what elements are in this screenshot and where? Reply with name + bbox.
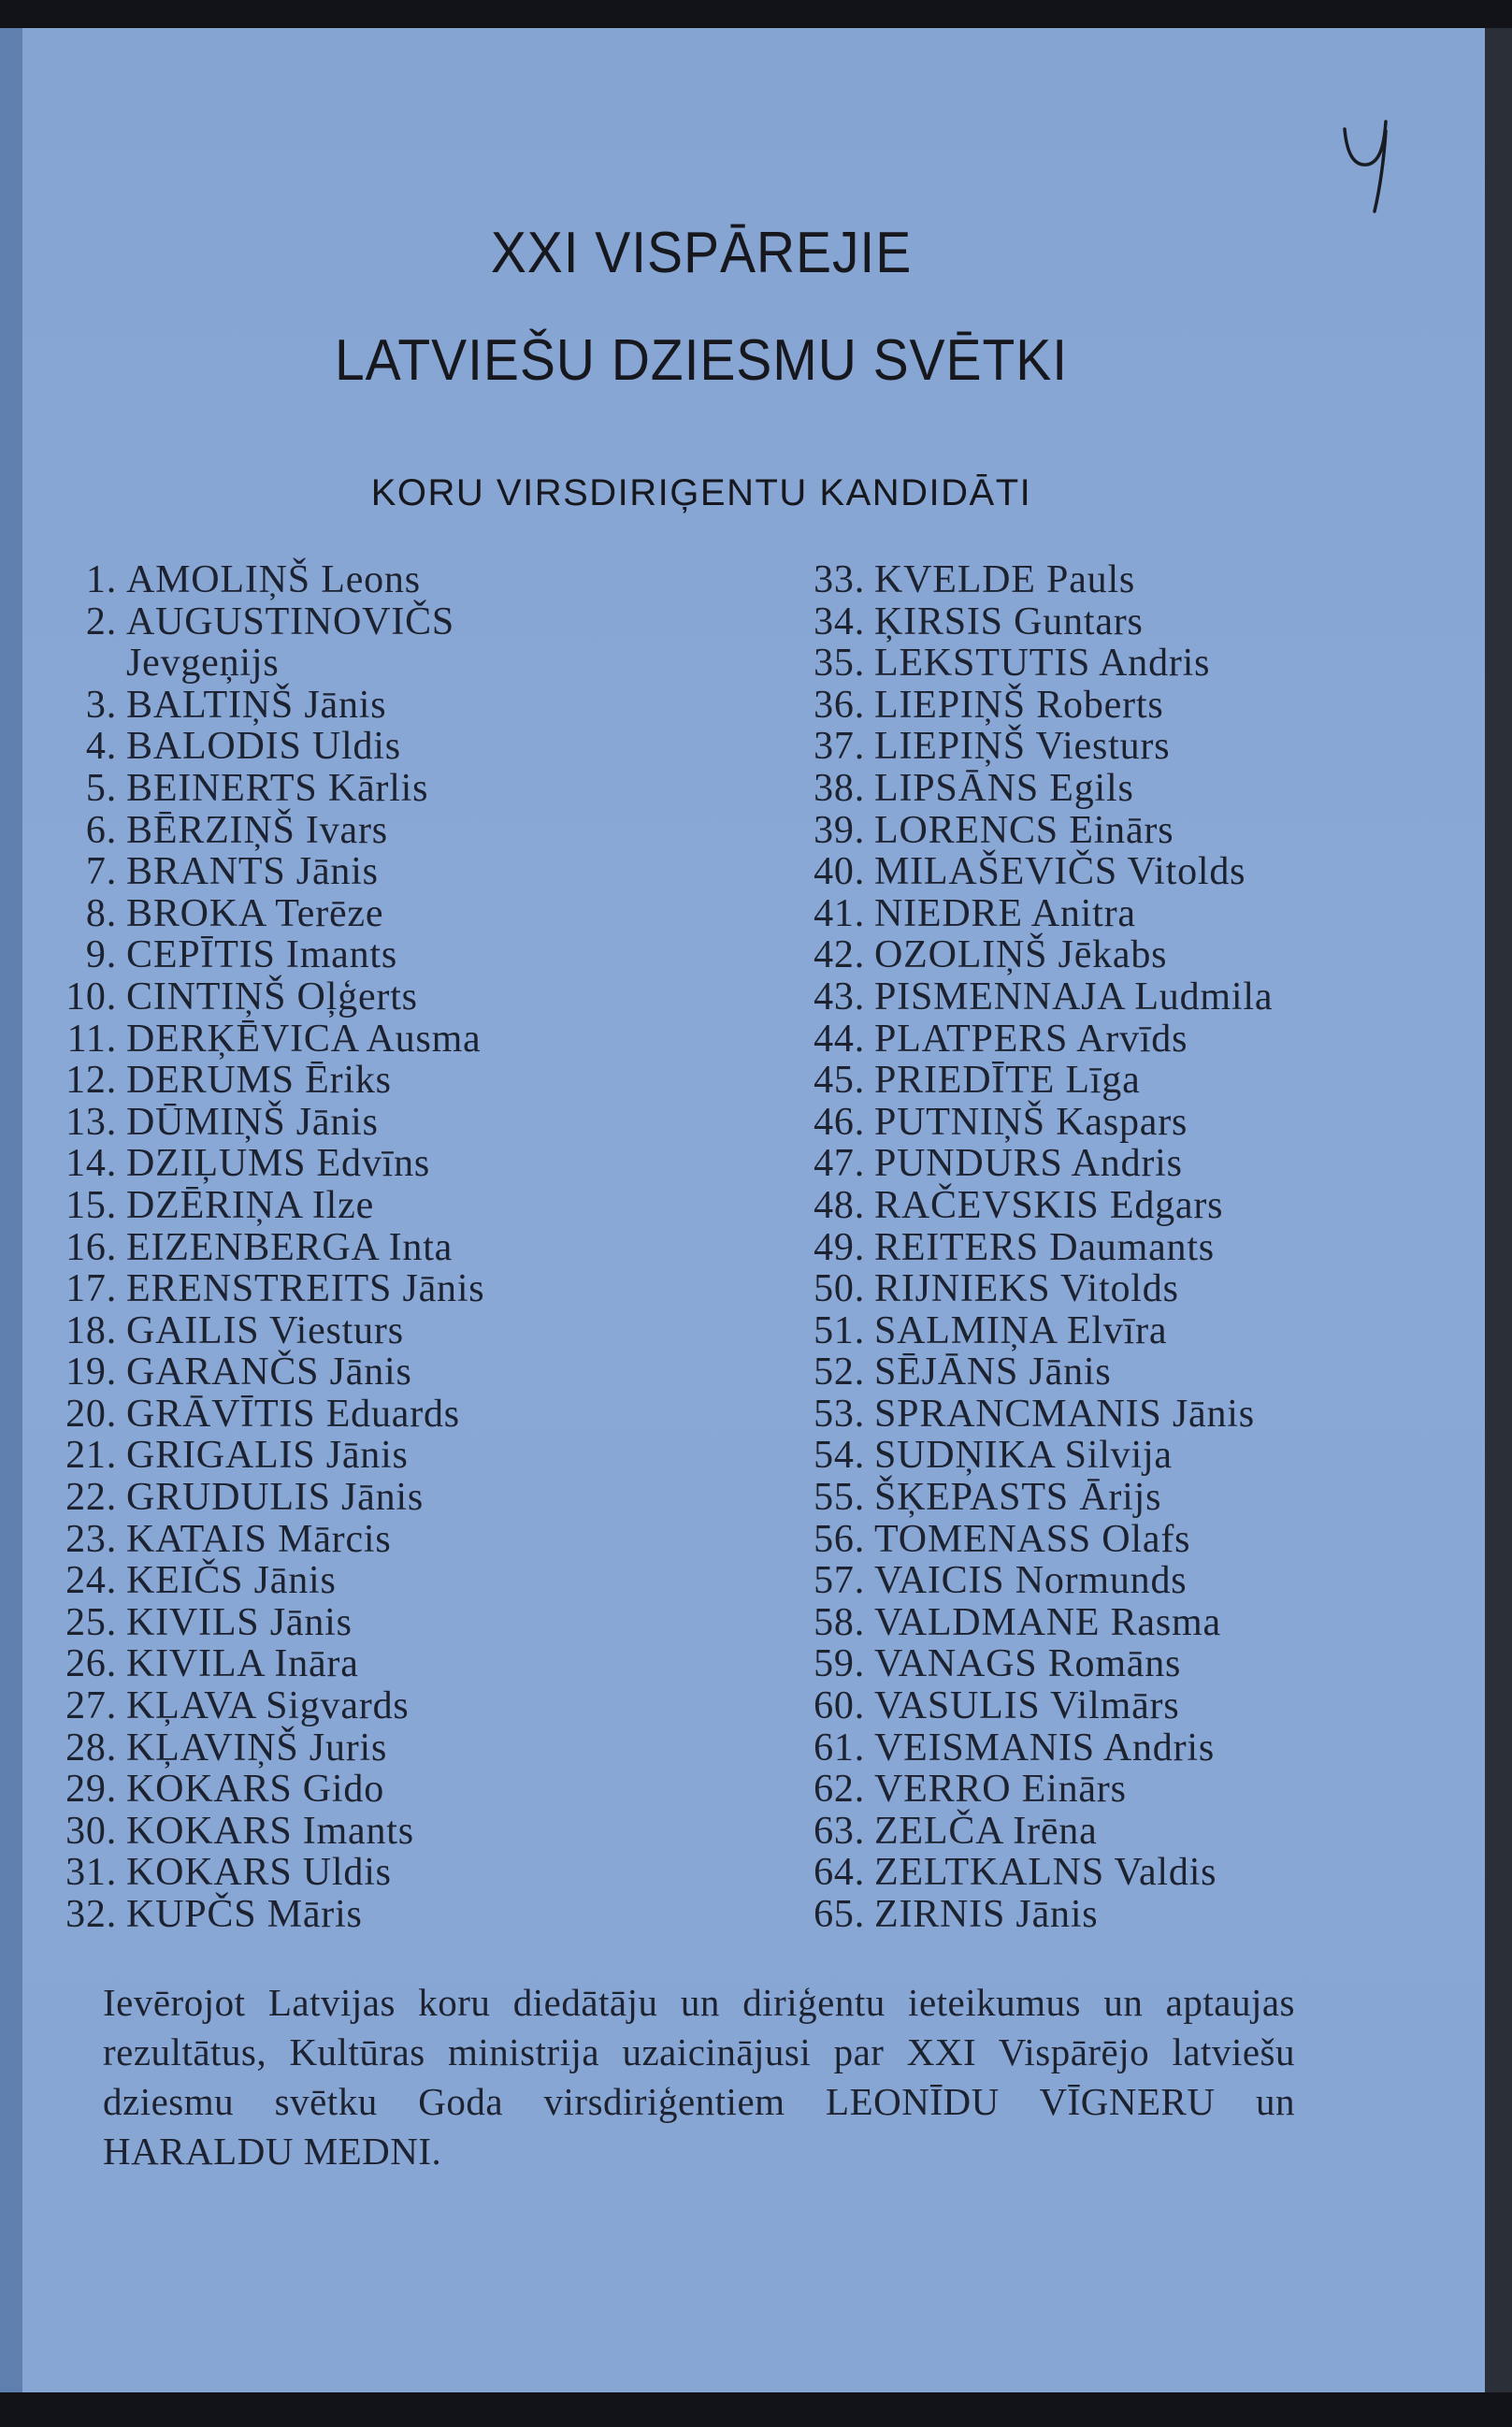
candidate-entry	[51, 1519, 762, 1561]
candidate-entry	[790, 1602, 1482, 1644]
candidate-name: CINTIŅŠ Oļģerts	[126, 975, 418, 1018]
candidate-name: EIZENBERGA Inta	[126, 1225, 454, 1269]
candidate-number: 17.	[65, 1267, 117, 1311]
candidate-entry	[51, 1394, 762, 1436]
candidate-name: KEIČS Jānis	[126, 1559, 337, 1603]
candidate-entry	[790, 643, 1482, 685]
candidate-name: KVELDE Pauls	[874, 558, 1136, 601]
candidate-entry	[51, 1894, 762, 1936]
candidate-name: PLATPERS Arvīds	[874, 1017, 1188, 1061]
candidate-name: KOKARS Gido	[126, 1768, 384, 1812]
candidate-entry	[790, 1102, 1482, 1144]
candidate-entry	[51, 1769, 762, 1811]
candidate-entry	[51, 601, 762, 643]
candidate-entry	[790, 1435, 1482, 1477]
candidate-entry	[51, 1643, 762, 1685]
candidate-name: DERUMS Ēriks	[126, 1059, 392, 1103]
candidate-name: KOKARS Imants	[126, 1809, 414, 1853]
candidate-name: LIPSĀNS Egils	[874, 766, 1134, 810]
candidate-name: LIEPIŅŠ Viesturs	[874, 725, 1171, 769]
candidate-entry	[790, 1643, 1482, 1685]
candidate-entry	[790, 1477, 1482, 1519]
candidate-name: SALMIŅA Elvīra	[874, 1308, 1168, 1352]
candidate-number: 23.	[65, 1517, 117, 1561]
candidate-name: ŠĶEPASTS Ārijs	[874, 1476, 1162, 1520]
candidate-number: 59.	[814, 1642, 865, 1686]
candidate-number: 40.	[814, 850, 865, 894]
candidate-number: 14.	[65, 1142, 117, 1186]
candidate-entry	[790, 1519, 1482, 1561]
candidate-entry	[790, 1351, 1482, 1394]
candidate-number	[51, 643, 126, 685]
candidate-number: 57.	[814, 1559, 865, 1603]
candidate-number: 6.	[85, 808, 117, 852]
candidate-number: 11.	[66, 1017, 117, 1061]
candidate-number: 43.	[814, 975, 865, 1018]
candidate-entry	[51, 1811, 762, 1853]
candidate-number: 2.	[85, 600, 117, 643]
candidate-number: 20.	[65, 1392, 117, 1436]
candidate-number: 9.	[85, 933, 117, 977]
candidate-name: Jevgeņijs	[126, 642, 280, 686]
page-edge-shadow	[1485, 28, 1512, 2392]
candidate-entry	[51, 726, 762, 768]
candidate-number: 22.	[65, 1476, 117, 1520]
candidate-number: 31.	[65, 1851, 117, 1895]
candidate-number: 36.	[814, 683, 865, 727]
subtitle: KORU VIRSDIRIĢENTU KANDIDĀTI	[370, 472, 1032, 513]
candidate-number: 24.	[65, 1559, 117, 1603]
candidate-number: 25.	[65, 1600, 117, 1644]
candidate-entry	[790, 976, 1482, 1018]
candidate-entry	[51, 1060, 762, 1102]
candidate-number: 63.	[814, 1809, 865, 1853]
candidate-entry	[51, 559, 762, 601]
candidate-entry	[790, 559, 1482, 601]
candidate-name: VEISMANIS Andris	[874, 1726, 1215, 1770]
candidate-number: 28.	[65, 1726, 117, 1770]
candidate-entry	[51, 893, 762, 935]
candidate-number: 12.	[65, 1059, 117, 1103]
candidate-number: 19.	[65, 1351, 117, 1394]
candidate-number: 27.	[65, 1684, 117, 1728]
candidate-name: DZĒRIŅA Ilze	[126, 1183, 375, 1227]
candidate-name: GAILIS Viesturs	[126, 1308, 404, 1352]
candidate-entry	[790, 1268, 1482, 1310]
candidate-entry	[51, 1185, 762, 1227]
candidate-name: KUPČS Māris	[126, 1893, 363, 1936]
candidate-number: 8.	[85, 891, 117, 935]
candidate-entry	[51, 1268, 762, 1310]
candidate-entry	[51, 1227, 762, 1269]
candidate-number: 1.	[85, 558, 117, 601]
candidate-entry	[790, 1811, 1482, 1853]
candidate-number: 41.	[814, 891, 865, 935]
candidate-name: DZIĻUMS Edvīns	[126, 1142, 431, 1186]
candidate-name: NIEDRE Anitra	[874, 891, 1136, 935]
candidate-entry	[790, 726, 1482, 768]
candidate-name: KIVILA Ināra	[126, 1642, 359, 1686]
candidate-entry	[790, 1769, 1482, 1811]
candidate-name: KĻAVIŅŠ Juris	[126, 1726, 388, 1770]
handwritten-page-number	[1337, 112, 1403, 215]
candidate-number: 18.	[65, 1308, 117, 1352]
candidate-name: SPRANCMANIS Jānis	[874, 1392, 1255, 1436]
candidate-entry	[51, 1560, 762, 1602]
heading-line-1: XXI VISPĀREJIE	[490, 221, 913, 285]
candidate-number: 60.	[814, 1684, 865, 1728]
candidate-name: CEPĪTIS Imants	[126, 933, 398, 977]
candidate-entry	[51, 1143, 762, 1185]
candidate-list-right	[790, 559, 1482, 1936]
candidate-entry	[51, 1685, 762, 1727]
candidate-entry	[790, 768, 1482, 810]
candidate-name: MILAŠEVIČS Vitolds	[874, 850, 1246, 894]
candidate-entry	[790, 1560, 1482, 1602]
candidate-number: 42.	[814, 933, 865, 977]
candidate-entry	[790, 1394, 1482, 1436]
candidate-number: 51.	[814, 1308, 865, 1352]
candidate-entry	[51, 685, 762, 727]
candidate-number: 4.	[85, 725, 117, 769]
candidate-entry	[51, 1351, 762, 1394]
candidate-number: 5.	[85, 766, 117, 810]
candidate-entry	[51, 768, 762, 810]
candidate-entry	[790, 934, 1482, 976]
candidate-number: 56.	[814, 1517, 865, 1561]
candidate-entry	[51, 976, 762, 1018]
candidate-number: 46.	[814, 1100, 865, 1144]
candidate-name: PUTNIŅŠ Kaspars	[874, 1100, 1188, 1144]
candidate-entry	[790, 601, 1482, 643]
candidate-name: PRIEDĪTE Līga	[874, 1059, 1141, 1103]
candidate-name: RIJNIEKS Vitolds	[874, 1267, 1179, 1311]
candidate-name: VERRO Einārs	[874, 1768, 1127, 1812]
candidate-name: BEINERTS Kārlis	[126, 766, 429, 810]
candidate-name: PISMENNAJA Ludmila	[874, 975, 1274, 1018]
candidate-name: BALTIŅŠ Jānis	[126, 683, 387, 727]
candidate-name: ĶIRSIS Guntars	[874, 600, 1144, 643]
candidate-number: 44.	[814, 1017, 865, 1061]
candidate-number: 10.	[65, 975, 117, 1018]
candidate-number: 48.	[814, 1183, 865, 1227]
candidate-list-left	[51, 559, 762, 1936]
candidate-name: LIEPIŅŠ Roberts	[874, 683, 1164, 727]
candidate-entry	[51, 851, 762, 893]
candidate-entry	[51, 1602, 762, 1644]
candidate-number: 3.	[85, 683, 117, 727]
candidate-number: 34.	[814, 600, 865, 643]
candidate-entry	[51, 1477, 762, 1519]
candidate-number: 13.	[65, 1100, 117, 1144]
candidate-entry	[51, 1102, 762, 1144]
candidate-name: VASULIS Vilmārs	[874, 1684, 1180, 1728]
candidate-entry	[790, 851, 1482, 893]
candidate-number: 54.	[814, 1434, 865, 1478]
candidate-number: 55.	[814, 1476, 865, 1520]
candidate-entry	[51, 1852, 762, 1894]
candidate-number: 61.	[814, 1726, 865, 1770]
candidate-name: DŪMIŅŠ Jānis	[126, 1100, 379, 1144]
candidate-name: ZIRNIS Jānis	[874, 1893, 1099, 1936]
candidate-entry	[51, 1310, 762, 1352]
candidate-entry	[51, 1435, 762, 1477]
candidate-entry	[790, 1018, 1482, 1061]
candidate-name: VAICIS Normunds	[874, 1559, 1188, 1603]
candidate-name: BĒRZIŅŠ Ivars	[126, 808, 388, 852]
candidate-entry	[790, 1227, 1482, 1269]
candidate-name: KIVILS Jānis	[126, 1600, 353, 1644]
heading-line-2: LATVIEŠU DZIESMU SVĒTKI	[335, 328, 1068, 393]
candidate-name: LORENCS Einārs	[874, 808, 1174, 852]
candidate-name: TOMENASS Olafs	[874, 1517, 1191, 1561]
candidate-entry	[51, 810, 762, 852]
candidate-name: ERENSTREITS Jānis	[126, 1267, 485, 1311]
candidate-number: 50.	[814, 1267, 865, 1311]
candidate-number: 49.	[814, 1225, 865, 1269]
candidate-number: 64.	[814, 1851, 865, 1895]
candidate-number: 21.	[65, 1434, 117, 1478]
candidate-entry	[51, 934, 762, 976]
candidate-entry	[790, 1060, 1482, 1102]
candidate-number: 7.	[85, 850, 117, 894]
candidate-name: ZELTKALNS Valdis	[874, 1851, 1217, 1895]
candidate-number: 15.	[65, 1183, 117, 1227]
candidate-number: 38.	[814, 766, 865, 810]
candidate-number: 53.	[814, 1392, 865, 1436]
candidate-number: 16.	[65, 1225, 117, 1269]
candidate-name: KOKARS Uldis	[126, 1851, 392, 1895]
candidate-name: GRĀVĪTIS Eduards	[126, 1392, 460, 1436]
candidate-entry	[790, 810, 1482, 852]
candidate-name: BROKA Terēze	[126, 891, 384, 935]
candidate-name: OZOLIŅŠ Jēkabs	[874, 933, 1168, 977]
candidate-number: 35.	[814, 642, 865, 686]
candidate-name: BRANTS Jānis	[126, 850, 379, 894]
candidate-entry	[51, 643, 762, 685]
candidate-entry	[51, 1727, 762, 1770]
candidate-number: 26.	[65, 1642, 117, 1686]
candidate-entry	[790, 1143, 1482, 1185]
candidate-number: 45.	[814, 1059, 865, 1103]
candidate-name: VALDMANE Rasma	[874, 1600, 1221, 1644]
candidate-name: VANAGS Romāns	[874, 1642, 1182, 1686]
candidate-number: 30.	[65, 1809, 117, 1853]
candidate-number: 39.	[814, 808, 865, 852]
candidate-number: 37.	[814, 725, 865, 769]
candidate-entry	[790, 1185, 1482, 1227]
candidate-entry	[790, 1852, 1482, 1894]
candidate-name: GRUDULIS Jānis	[126, 1476, 425, 1520]
candidate-name: ZELČA Irēna	[874, 1809, 1098, 1853]
candidate-name: SĒJĀNS Jānis	[874, 1351, 1112, 1394]
candidate-name: BALODIS Uldis	[126, 725, 401, 769]
candidate-number: 33.	[814, 558, 865, 601]
candidate-entry	[790, 1685, 1482, 1727]
candidate-name: LEKSTUTIS Andris	[874, 642, 1211, 686]
candidate-entry	[51, 1018, 762, 1061]
candidate-name: KATAIS Mārcis	[126, 1517, 392, 1561]
candidate-entry	[790, 893, 1482, 935]
candidate-number: 52.	[814, 1351, 865, 1394]
announcement-paragraph: Ievērojot Latvijas koru diedātāju un diriģentu ieteikumus un aptaujas rezultātus, Kultūras ministrija uzaicinājusi par XXI Vispārējo latviešu dziesmu svētku Goda virsdiriģentiem LEONĪDU VĪGNERU un HARALDU MEDNI.	[103, 1981, 1295, 2173]
candidate-name: RAČEVSKIS Edgars	[874, 1183, 1224, 1227]
candidate-name: REITERS Daumants	[874, 1225, 1215, 1269]
candidate-entry	[790, 685, 1482, 727]
candidate-name: AUGUSTINOVIČS	[126, 600, 455, 643]
candidate-name: GARANČS Jānis	[126, 1351, 412, 1394]
candidate-number: 47.	[814, 1142, 865, 1186]
candidate-entry	[790, 1894, 1482, 1936]
candidate-number: 29.	[65, 1768, 117, 1812]
candidate-number: 58.	[814, 1600, 865, 1644]
candidate-number: 65.	[814, 1893, 865, 1936]
candidate-entry	[790, 1727, 1482, 1770]
candidate-entry	[790, 1310, 1482, 1352]
candidate-name: SUDŅIKA Silvija	[874, 1434, 1173, 1478]
candidate-number: 62.	[814, 1768, 865, 1812]
candidate-name: KĻAVA Sigvards	[126, 1684, 410, 1728]
candidate-name: PUNDURS Andris	[874, 1142, 1183, 1186]
candidate-name: DERĶĒVICA Ausma	[126, 1017, 482, 1061]
candidate-name: GRIGALIS Jānis	[126, 1434, 409, 1478]
candidate-name: AMOLIŅŠ Leons	[126, 558, 421, 601]
candidate-number: 32.	[65, 1893, 117, 1936]
